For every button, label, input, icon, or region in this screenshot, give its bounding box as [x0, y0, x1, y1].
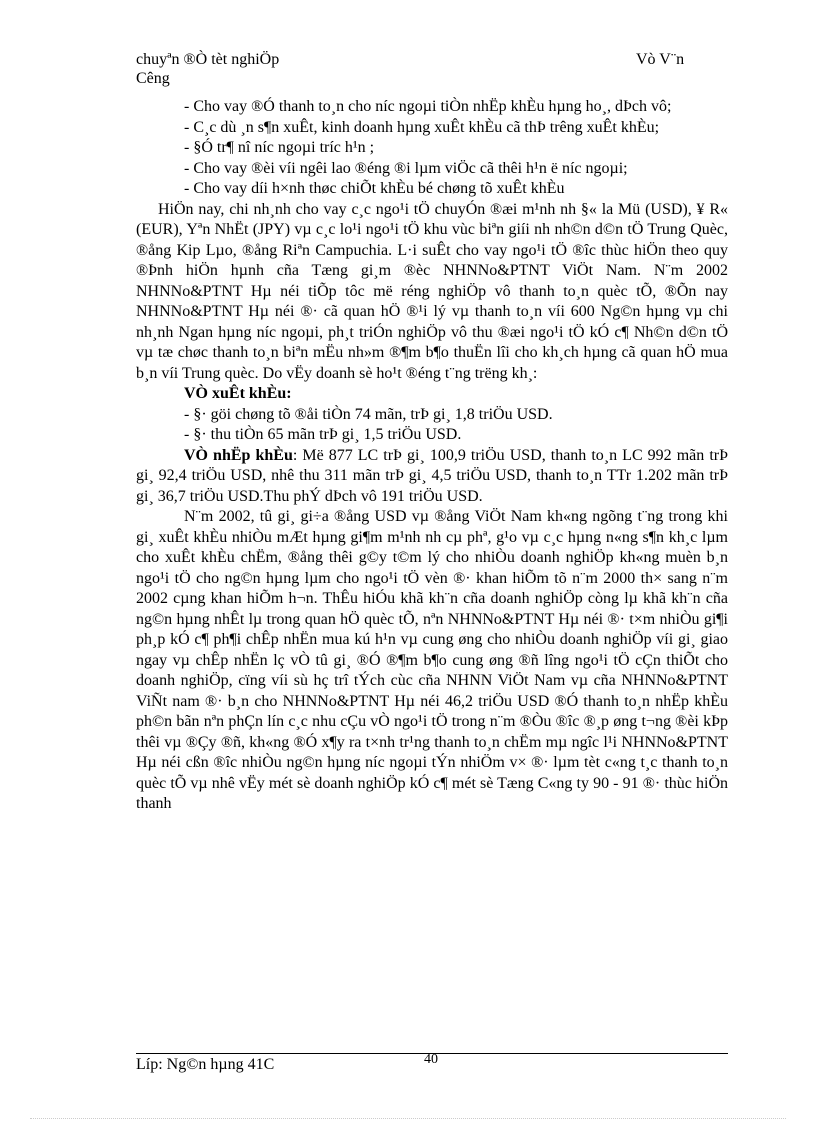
paragraph: N¨m 2002, tû gi¸ gi÷a ®ång USD vµ ®ång ViÖt Nam kh«ng ngõng t¨ng trong khi gi¸ xuÊt khÈu nhiÒu mÆt hµng gi¶m m¹nh nh cµ phª, g¹o vµ c¸c hµng n«ng s¶n kh¸c lµm cho xuÊt khÈu chËm, ®ång thêi g©y t©m lý cho nhiÒu doanh nghiÖp kh«ng muèn b¸n ngo¹i tÖ cho ng©n hµng lµm cho ngo¹i tÖ vèn ®· khan hiÕm tõ n¨m 2000 th× sang n¨m 2002 cµng khan hiÕm h¬n. ThÊu hiÓu khã kh¨n cña doanh nghiÖp còng lµ khã kh¨n cña ng©n hµng nhÊt lµ trong quan hÖ quèc tÕ, nªn NHNNo&PTNT Hµ néi ®· t×m nhiÒu gi¶i ph¸p kÓ c¶ ph¶i chÊp nhËn mua kú h¹n vµ cung øng cho nhiÒu doanh nghiÖp víi gi¸ giao ngay vµ chÊp nhËn lç vÒ tû gi¸ ®Ó ®¶m b¶o cung øng ®ñ lîng ngo¹i tÖ cÇn thiÕt cho doanh nghiÖp, cïng víi sù hç trî tÝch cùc cña NHNN ViÖt Nam vµ cña NHNNo&PTNT ViÑt nam ®· b¸n cho NHNNo&PTNT Hµ néi 46,2 triÖu USD ®Ó thanh to¸n nhËp khÈu ph©n bãn nªn phÇn lín c¸c nhu cÇu vÒ ngo¹i tÖ trong n¨m ®Òu ®îc ®¸p øng t¬ng ®èi kÞp thêi vµ ®Çy ®ñ, kh«ng ®Ó x¶y ra t×nh tr¹ng thanh to¸n chËm mµ ngîc l¹i NHNNo&PTNT Hµ néi cßn ®îc nhiÒu ng©n hµng níc ngoµi tÝn nhiÖm v× ®· lµm tèt c«ng t¸c thanh to¸n quèc tÕ vµ nhê vËy mét sè doanh nghiÖp kÓ c¶ mét sè Tæng C«ng ty 90 - 91 ®· thùc hiÖn thanh: [136, 508, 728, 812]
page-header-left: [136, 50, 279, 88]
header-author: Vò V¨n: [636, 51, 685, 68]
footer-class-label: Líp: Ng©n hµng 41C: [136, 1056, 275, 1073]
bullet-item: - §Ó tr¶ nî níc ngoµi tríc h¹n ;: [184, 139, 375, 156]
export-heading: VÒ xuÊt khÈu:: [184, 385, 292, 402]
paragraph: HiÖn nay, chi nh¸nh cho vay c¸c ngo¹i tÖ chuyÓn ®æi m¹nh nh §« la Mü (USD), ¥ R« (EUR), Yªn NhËt (JPY) vµ c¸c lo¹i ngo¹i tÖ khu vùc biªn giíi nh nh©n d©n tÖ Trung Quèc, ®ång Kip Lµo, ®ång Riªn Campuchia. L·i suÊt cho vay ngo¹i tÖ ®îc thùc hiÖn theo quy ®Þnh hiÖn hµnh cña Tæng gi¸m ®èc NHNNo&PTNT ViÖt Nam. N¨m 2002 NHNNo&PTNT Hµ néi tiÕp tôc më réng nghiÖp vô thanh to¸n quèc tÕ, ®Õn nay NHNNo&PTNT Hµ néi ®· cã quan hÖ ®¹i lý vµ thanh to¸n víi 600 Ng©n hµng vµ chi nh¸nh Ngan hµng níc ngoµi, ph¸t triÓn nghiÖp vô thu ®æi ngo¹i tÖ kÓ c¶ Nh©n d©n tÖ vµ tæ chøc thanh to¸n biªn mËu nh»m ®¶m b¶o thuËn lîi cho kh¸ch hµng cã quan hÖ mua b¸n víi Trung quèc. Do vËy doanh sè ho¹t ®éng t¨ng trëng kh¸:: [136, 200, 728, 382]
import-heading: VÒ nhËp khÈu: [184, 446, 293, 464]
page-edge: [30, 1118, 786, 1119]
bullet-item: - C¸c dù ¸n s¶n xuÊt, kinh doanh hµng xuÊt khÈu cã thÞ trêng xuÊt khÈu;: [184, 118, 660, 136]
page-number: 40: [424, 1052, 438, 1067]
bullet-item: - §· göi chøng tõ ®åi tiÒn 74 mãn, trÞ gi¸ 1,8 triÖu USD.: [184, 405, 553, 423]
import-text: : Më 877 LC trÞ gi¸ 100,9 triÖu USD, thanh to¸n LC 992 mãn trÞ gi¸ 92,4 triÖu USD, nhê thu 311 mãn trÞ gi¸ 4,5 triÖu USD, thanh to¸n TTr 1.202 mãn trÞ gi¸ 36,7 triÖu USD.Thu phÝ dÞch vô 191 triÖu USD.: [136, 446, 728, 505]
bullet-item: - §· thu tiÒn 65 mãn trÞ gi¸ 1,5 triÖu USD.: [184, 426, 462, 443]
header-author-surname: Cêng: [136, 70, 170, 87]
bullet-item: - Cho vay ®èi víi ngêi lao ®éng ®i lµm viÖc cã thêi h¹n ë níc ngoµi;: [184, 159, 628, 177]
import-paragraph: [136, 446, 728, 508]
document-body: [136, 97, 728, 815]
bullet-item: - Cho vay ®Ó thanh to¸n cho níc ngoµi tiÒn nhËp khÈu hµng ho¸, dÞch vô;: [184, 98, 672, 115]
bullet-item: - Cho vay díi h×nh thøc chiÕt khÈu bé chøng tõ xuÊt khÈu: [184, 180, 565, 197]
header-title: chuyªn ®Ò tèt nghiÖp: [136, 51, 280, 68]
